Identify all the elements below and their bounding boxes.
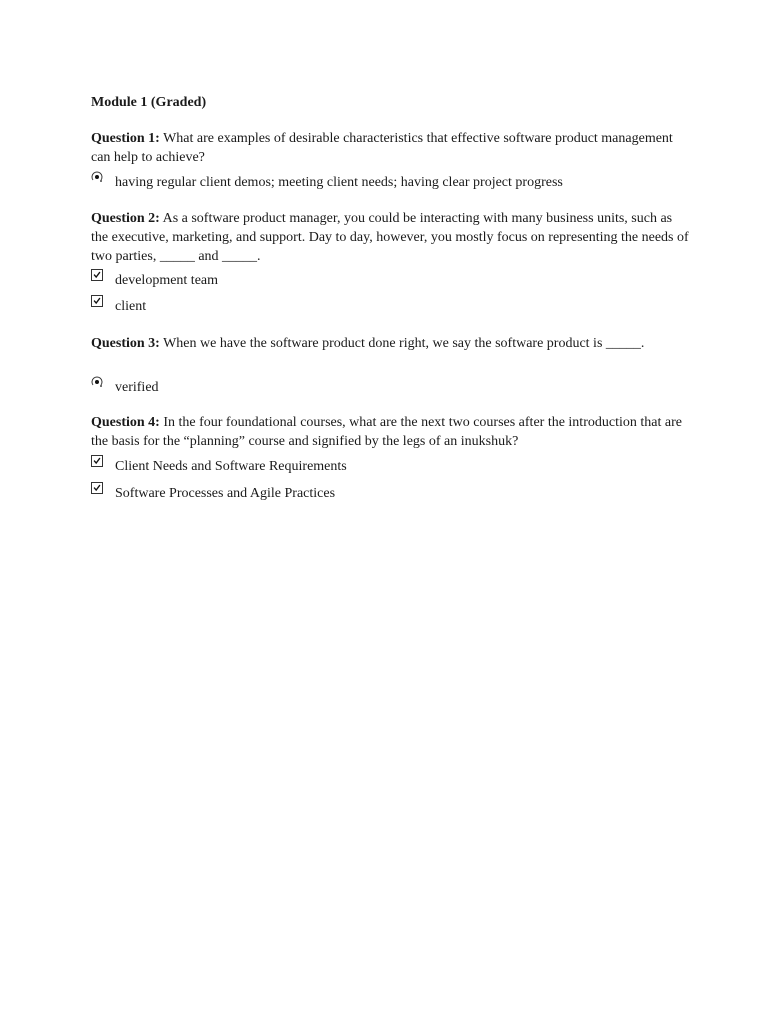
question-3-text: When we have the software product done right, we say the software product is _____. xyxy=(163,336,645,351)
checked-checkbox-icon[interactable] xyxy=(91,295,103,307)
question-1-text: What are examples of desirable characteristics that effective software product management can help to achieve? xyxy=(91,131,673,165)
answer-label: client xyxy=(115,299,147,314)
checked-checkbox-icon[interactable] xyxy=(91,482,103,494)
answer-label: having regular client demos; meeting client needs; having clear project progress xyxy=(115,175,563,190)
question-4-text: In the four foundational courses, what are the next two courses after the introduction that are the basis for the “planning” course and signified by the legs of an inukshuk? xyxy=(91,415,682,449)
question-3 xyxy=(91,334,691,353)
answer-label: Software Processes and Agile Practices xyxy=(115,486,336,501)
answer-label: development team xyxy=(115,273,219,288)
checked-checkbox-icon[interactable] xyxy=(91,269,103,281)
question-2-label: Question 2: xyxy=(91,211,160,226)
answer-label: verified xyxy=(115,380,159,395)
page-title: Module 1 (Graded) xyxy=(91,95,207,110)
question-3-label: Question 3: xyxy=(91,336,160,351)
checked-checkbox-icon[interactable] xyxy=(91,455,103,467)
question-2-text: As a software product manager, you could be interacting with many business units, such as the executive, marketing, and support. Day to day, however, you mostly focus on representing the needs of two parties, _____ and _____. xyxy=(91,211,689,264)
question-2 xyxy=(91,209,691,266)
selected-radio-icon[interactable] xyxy=(91,376,103,388)
answer-label: Client Needs and Software Requirements xyxy=(115,459,347,474)
question-1 xyxy=(91,129,691,167)
selected-radio-icon[interactable] xyxy=(91,171,103,183)
question-1-label: Question 1: xyxy=(91,131,160,146)
question-4-label: Question 4: xyxy=(91,415,160,430)
question-4 xyxy=(91,413,691,451)
